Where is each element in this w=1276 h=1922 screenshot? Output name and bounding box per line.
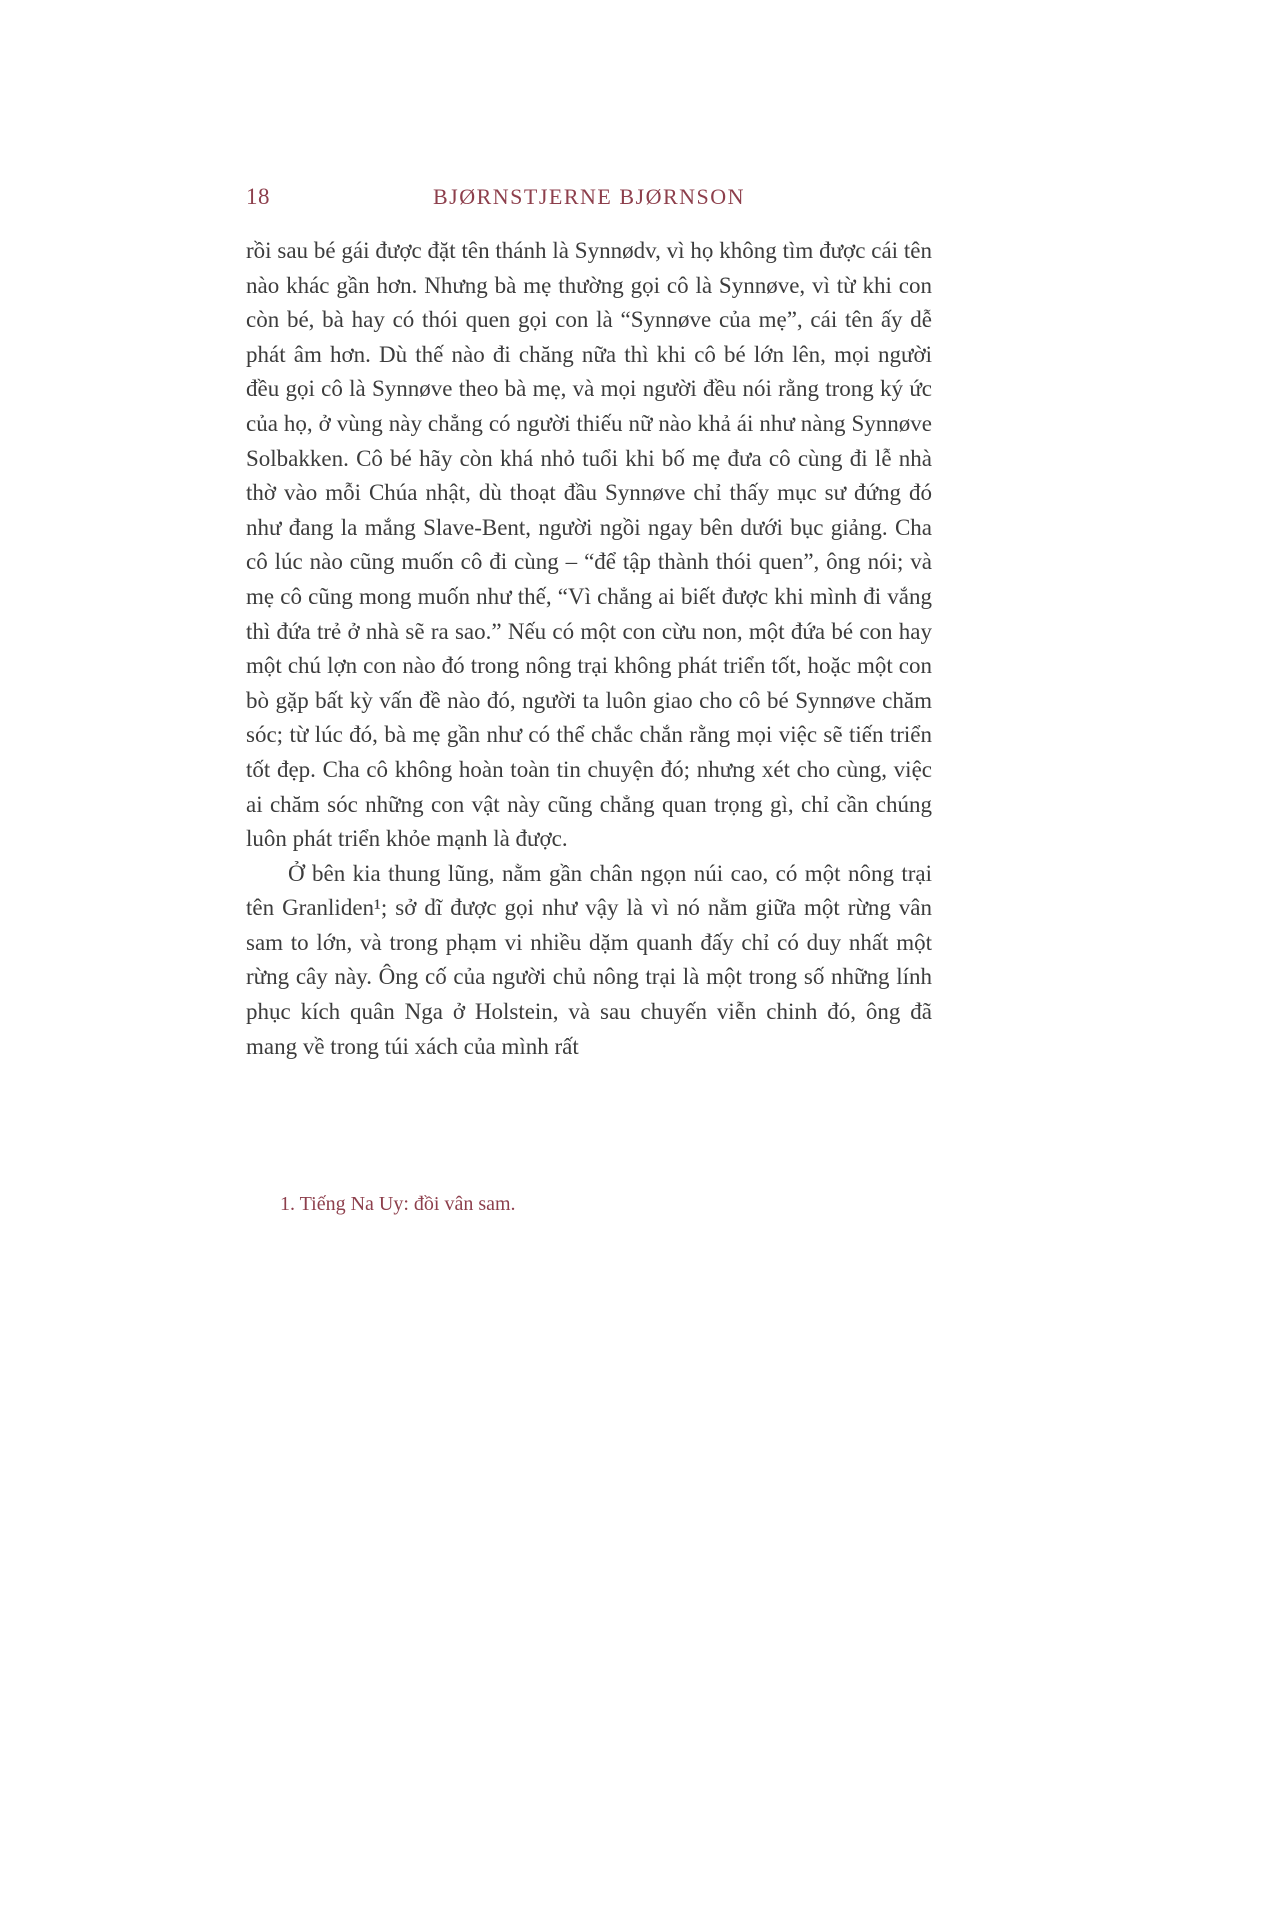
paragraph: Ở bên kia thung lũng, nằm gần chân ngọn núi cao, có một nông trại tên Granliden¹; sở dĩ được gọi như vậy là vì nó nằm giữa một rừng vân sam to lớn, và trong phạm vi nhiều dặm quanh đấy chỉ có duy nhất một rừng cây này. Ông cố của người chủ nông trại là một trong số những lính phục kích quân Nga ở Holstein, và sau chuyến viễn chinh đó, ông đã mang về trong túi xách của mình rất (246, 860, 932, 1059)
footnote: 1. Tiếng Na Uy: đồi vân sam. (280, 1193, 516, 1215)
paragraph: rồi sau bé gái được đặt tên thánh là Synnødv, vì họ không tìm được cái tên nào khác gần hơn. Nhưng bà mẹ thường gọi cô là Synnøve, vì từ khi con còn bé, bà hay có thói quen gọi con là “Synnøve của mẹ”, cái tên ấy dễ phát âm hơn. Dù thế nào đi chăng nữa thì khi cô bé lớn lên, mọi người đều gọi cô là Synnøve theo bà mẹ, và mọi người đều nói rằng trong ký ức của họ, ở vùng này chẳng có người thiếu nữ nào khả ái như nàng Synnøve Solbakken. Cô bé hãy còn khá nhỏ tuổi khi bố mẹ đưa cô cùng đi lễ nhà thờ vào mỗi Chúa nhật, dù thoạt đầu Synnøve chỉ thấy mục sư đứng đó như đang la mắng Slave-Bent, người ngồi ngay bên dưới bục giảng. Cha cô lúc nào cũng muốn cô đi cùng – “để tập thành thói quen”, ông nói; và mẹ cô cũng mong muốn như thế, “Vì chẳng ai biết được khi mình đi vắng thì đứa trẻ ở nhà sẽ ra sao.” Nếu có một con cừu non, một đứa bé con hay một chú lợn con nào đó trong nông trại không phát triển tốt, hoặc một con bò gặp bất kỳ vấn đề nào đó, người ta luôn giao cho cô bé Synnøve chăm sóc; từ lúc đó, bà mẹ gần như có thể chắc chắn rằng mọi việc sẽ tiến triển tốt đẹp. Cha cô không hoàn toàn tin chuyện đó; nhưng xét cho cùng, việc ai chăm sóc những con vật này cũng chẳng quan trọng gì, chỉ cần chúng luôn phát triển khỏe mạnh là được. (246, 238, 932, 852)
page-header (246, 184, 932, 214)
body-text (246, 234, 932, 1064)
running-header: BJØRNSTJERNE BJØRNSON (432, 184, 746, 209)
page-number: 18 (246, 184, 270, 209)
